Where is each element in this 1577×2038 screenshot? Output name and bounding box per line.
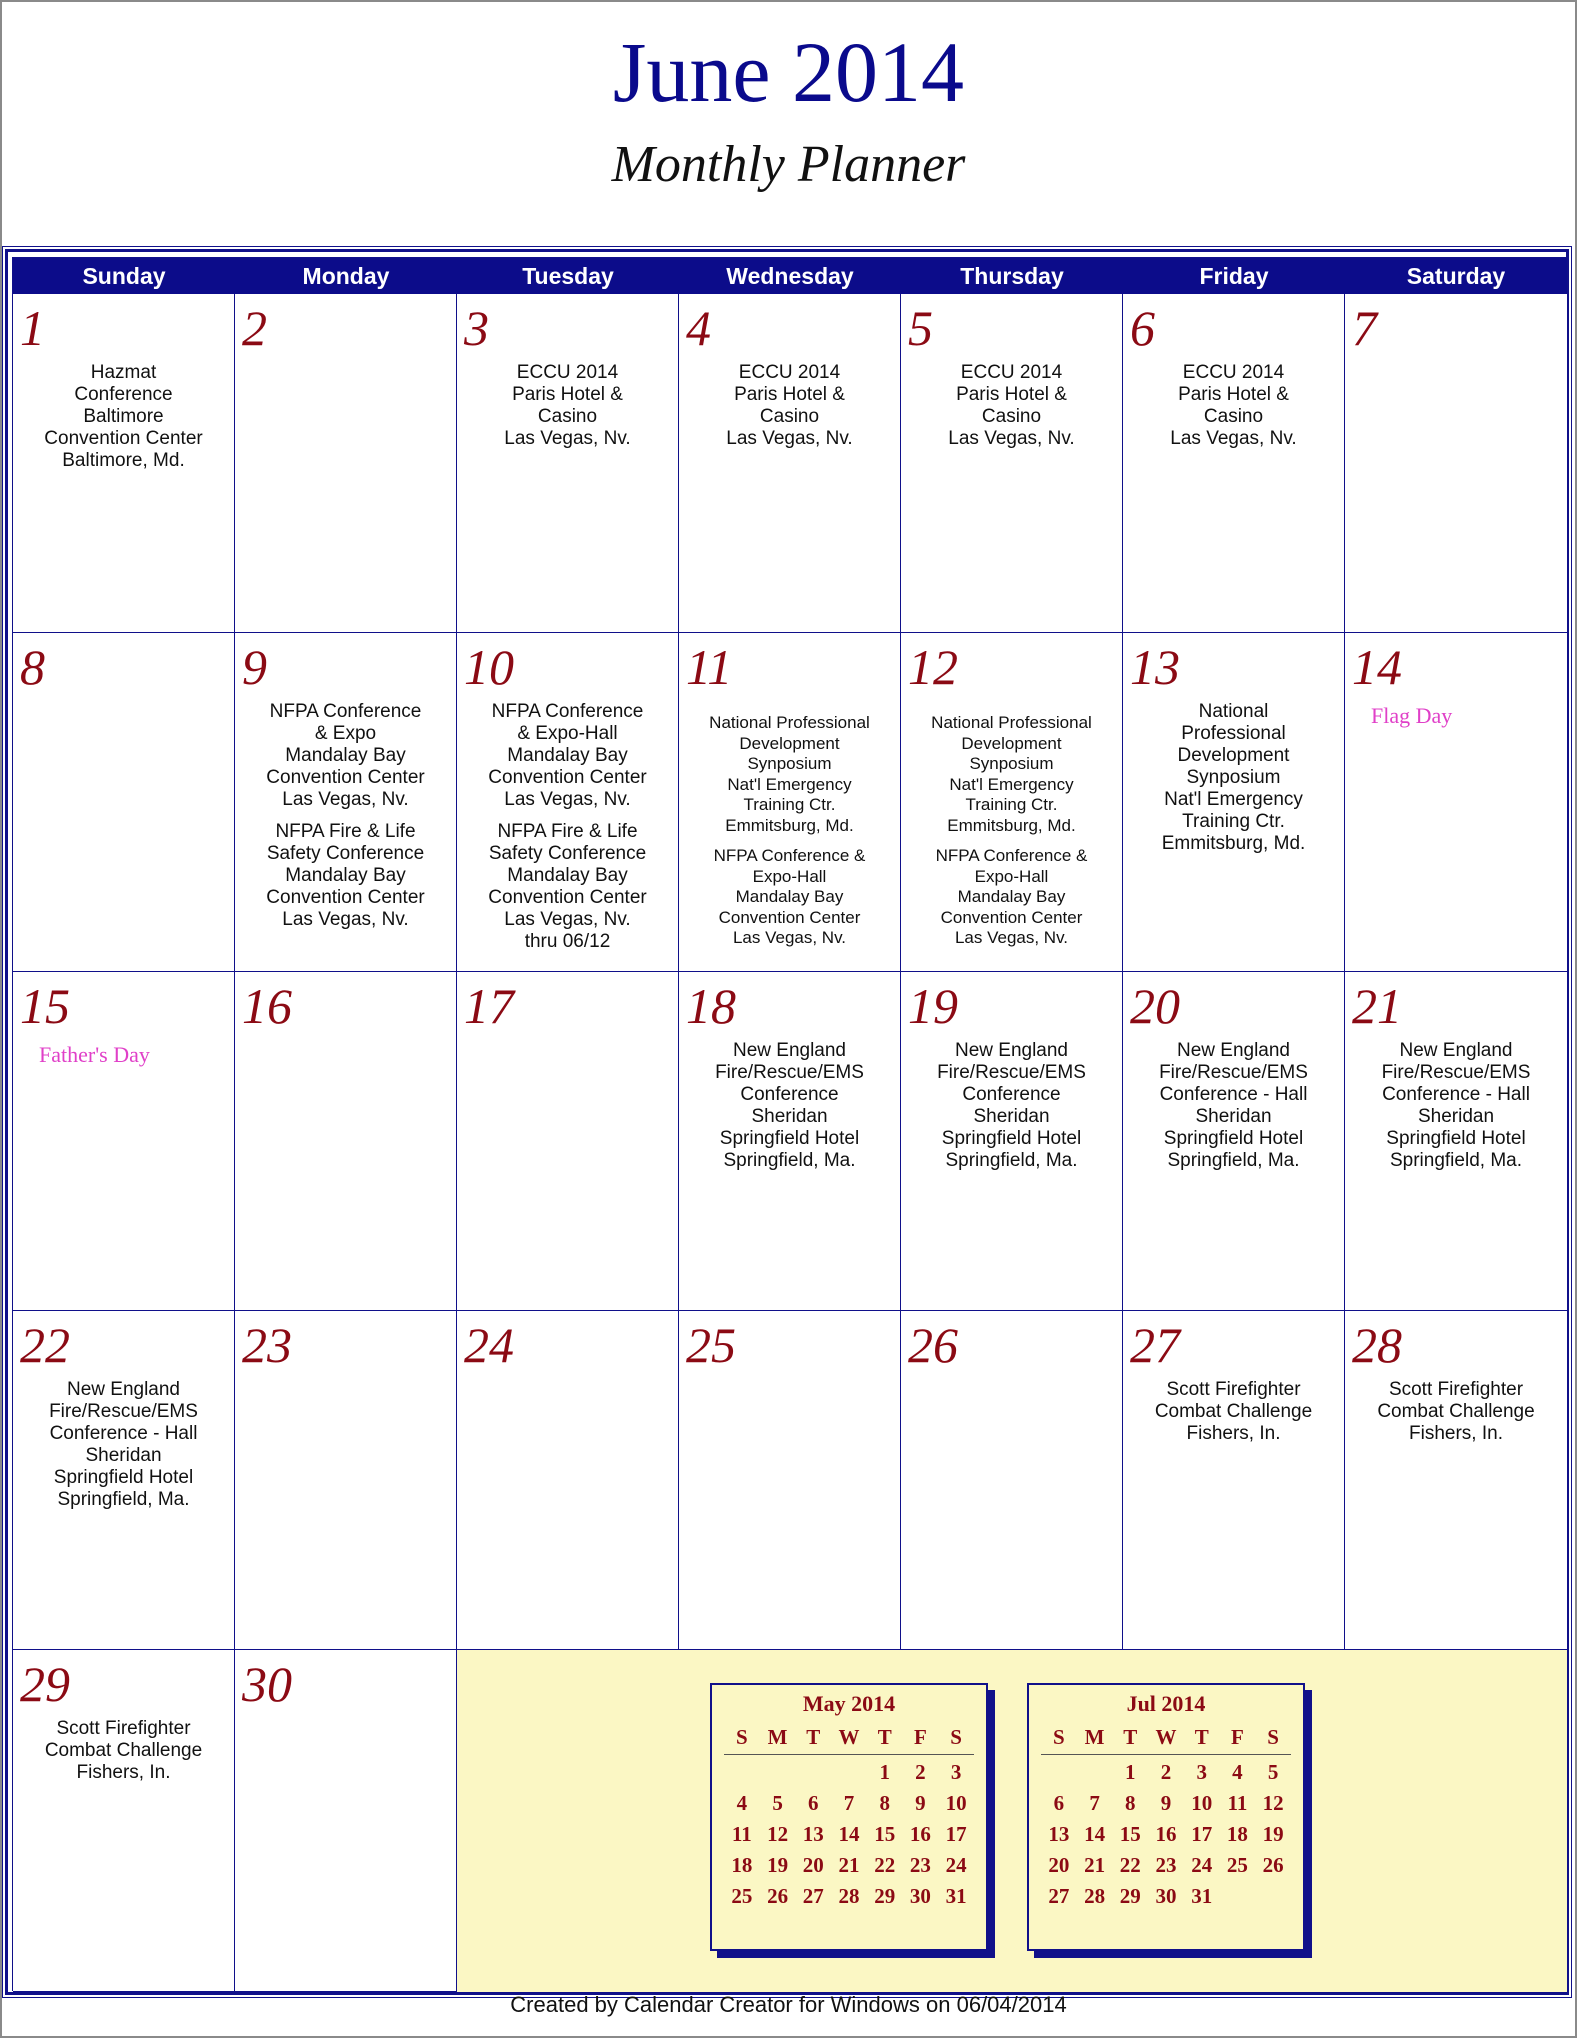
event-list bbox=[1123, 1040, 1344, 1182]
day-cell[interactable] bbox=[1345, 972, 1567, 1311]
mini-weekday-header: S bbox=[736, 1725, 748, 1749]
mini-day[interactable]: 9 bbox=[915, 1791, 926, 1815]
mini-weekday-header: S bbox=[950, 1725, 962, 1749]
event-list bbox=[679, 713, 900, 959]
day-number: 9 bbox=[242, 639, 267, 695]
mini-day[interactable]: 5 bbox=[772, 1791, 783, 1815]
event-entry[interactable]: ECCU 2014 Paris Hotel & Casino Las Vegas, Nv. bbox=[504, 362, 631, 449]
mini-day bbox=[1255, 1881, 1291, 1912]
mini-day[interactable]: 24 bbox=[1191, 1853, 1213, 1877]
mini-day bbox=[795, 1757, 831, 1788]
event-entry[interactable]: ECCU 2014 Paris Hotel & Casino Las Vegas, Nv. bbox=[726, 362, 853, 449]
mini-day[interactable]: 22 bbox=[874, 1853, 896, 1877]
mini-day[interactable]: 14 bbox=[1084, 1822, 1106, 1846]
calendar-grid bbox=[12, 257, 1566, 1991]
mini-day bbox=[1220, 1881, 1256, 1912]
day-number: 3 bbox=[464, 300, 489, 356]
mini-day[interactable]: 30 bbox=[909, 1884, 931, 1908]
day-number: 10 bbox=[464, 639, 514, 695]
weekday-header: Monday bbox=[235, 258, 457, 294]
mini-day[interactable]: 4 bbox=[1232, 1760, 1243, 1784]
day-number: 29 bbox=[20, 1656, 70, 1712]
day-number: 21 bbox=[1352, 978, 1402, 1034]
day-cell[interactable] bbox=[679, 294, 901, 633]
mini-day[interactable]: 21 bbox=[1084, 1853, 1106, 1877]
mini-day[interactable]: 29 bbox=[874, 1884, 896, 1908]
mini-day[interactable]: 25 bbox=[1226, 1853, 1248, 1877]
day-number: 11 bbox=[686, 639, 733, 695]
mini-day[interactable]: 28 bbox=[1084, 1884, 1106, 1908]
mini-calendar-grid bbox=[1041, 1723, 1291, 1912]
mini-day[interactable]: 30 bbox=[1155, 1884, 1177, 1908]
event-entry[interactable]: NFPA Conference & Expo-Hall Mandalay Bay Convention Center Las Vegas, Nv. bbox=[713, 846, 866, 947]
event-list bbox=[457, 701, 678, 963]
day-number: 30 bbox=[242, 1656, 292, 1712]
day-number: 20 bbox=[1130, 978, 1180, 1034]
mini-day[interactable]: 8 bbox=[879, 1791, 890, 1815]
mini-day[interactable]: 3 bbox=[950, 1760, 962, 1784]
mini-day[interactable]: 22 bbox=[1119, 1853, 1141, 1877]
mini-weekday-header: F bbox=[1231, 1725, 1244, 1749]
mini-day[interactable]: 1 bbox=[879, 1760, 890, 1784]
event-entry[interactable]: National Professional Development Synposium Nat'l Emergency Training Ctr. Emmitsburg, Md. bbox=[931, 713, 1092, 835]
mini-weekday-header: F bbox=[914, 1725, 927, 1749]
mini-day[interactable]: 7 bbox=[843, 1791, 855, 1815]
mini-calendar-title: Jul 2014 bbox=[1126, 1691, 1206, 1716]
day-cell[interactable] bbox=[679, 972, 901, 1311]
mini-calendar-title: May 2014 bbox=[802, 1691, 896, 1716]
event-list bbox=[1123, 362, 1344, 460]
mini-weekday-header: M bbox=[1084, 1725, 1105, 1749]
event-list bbox=[1123, 701, 1344, 865]
day-cell[interactable] bbox=[1123, 633, 1345, 972]
event-entry[interactable]: Hazmat Conference Baltimore Convention Center Baltimore, Md. bbox=[44, 362, 203, 471]
mini-calendars-area bbox=[457, 1650, 1567, 1992]
mini-day[interactable]: 31 bbox=[1191, 1884, 1213, 1908]
mini-weekday-header: W bbox=[838, 1725, 860, 1749]
day-number: 1 bbox=[20, 300, 45, 356]
mini-weekday-header: T bbox=[1123, 1725, 1138, 1749]
mini-day[interactable]: 25 bbox=[731, 1884, 753, 1908]
mini-day[interactable]: 13 bbox=[1048, 1822, 1070, 1846]
mini-calendar-prev-month[interactable] bbox=[710, 1683, 988, 1951]
weekday-header: Wednesday bbox=[679, 258, 901, 294]
day-cell[interactable] bbox=[13, 294, 235, 633]
day-cell[interactable] bbox=[457, 972, 679, 1311]
day-cell[interactable] bbox=[13, 1650, 235, 1992]
weekday-header: Saturday bbox=[1345, 258, 1567, 294]
mini-day[interactable]: 19 bbox=[1262, 1822, 1284, 1846]
footer-credit: Created by Calendar Creator for Windows on 06/04/2014 bbox=[510, 1992, 1067, 2017]
event-entry[interactable]: ECCU 2014 Paris Hotel & Casino Las Vegas, Nv. bbox=[948, 362, 1075, 449]
day-number: 2 bbox=[242, 300, 267, 356]
day-number: 12 bbox=[908, 639, 958, 695]
event-entry[interactable]: New England Fire/Rescue/EMS Conference - Hall Sheridan Springfield Hotel Springfield, Ma. bbox=[49, 1379, 198, 1510]
day-number: 26 bbox=[908, 1317, 958, 1373]
day-number: 27 bbox=[1130, 1317, 1180, 1373]
mini-day[interactable]: 4 bbox=[736, 1791, 748, 1815]
day-cell[interactable] bbox=[679, 633, 901, 972]
page-subtitle: Monthly Planner bbox=[611, 136, 966, 193]
mini-day[interactable]: 17 bbox=[945, 1822, 967, 1846]
mini-day[interactable]: 12 bbox=[767, 1822, 789, 1846]
mini-day[interactable]: 26 bbox=[767, 1884, 789, 1908]
weekday-header: Sunday bbox=[13, 258, 235, 294]
weekday-header: Thursday bbox=[901, 258, 1123, 294]
event-list bbox=[901, 362, 1122, 460]
day-cell[interactable] bbox=[1345, 294, 1567, 633]
event-list bbox=[1345, 1379, 1567, 1455]
mini-day bbox=[724, 1757, 760, 1788]
day-cell[interactable] bbox=[13, 972, 235, 1311]
mini-day[interactable]: 6 bbox=[808, 1791, 819, 1815]
day-cell[interactable] bbox=[13, 633, 235, 972]
day-cell[interactable] bbox=[1123, 1311, 1345, 1650]
holiday-label: Father's Day bbox=[39, 1042, 150, 1067]
event-entry[interactable]: NFPA Conference & Expo-Hall Mandalay Bay Convention Center Las Vegas, Nv. bbox=[488, 701, 647, 810]
mini-day[interactable]: 26 bbox=[1262, 1853, 1284, 1877]
mini-day[interactable]: 15 bbox=[1119, 1822, 1141, 1846]
day-cell[interactable] bbox=[235, 633, 457, 972]
mini-calendar-next-month[interactable] bbox=[1027, 1683, 1305, 1951]
mini-day bbox=[831, 1757, 867, 1788]
mini-weekday-header: S bbox=[1053, 1725, 1065, 1749]
event-entry[interactable]: Scott Firefighter Combat Challenge Fishers, In. bbox=[44, 1718, 203, 1783]
mini-day[interactable]: 8 bbox=[1125, 1791, 1136, 1815]
holiday-label: Flag Day bbox=[1371, 703, 1453, 728]
mini-day[interactable]: 21 bbox=[838, 1853, 860, 1877]
mini-weekday-header: T bbox=[877, 1725, 892, 1749]
day-cell[interactable] bbox=[679, 1311, 901, 1650]
mini-day[interactable]: 10 bbox=[1191, 1791, 1213, 1815]
mini-day[interactable]: 18 bbox=[1226, 1822, 1248, 1846]
event-entry[interactable]: NFPA Fire & Life Safety Conference Mandalay Bay Convention Center Las Vegas, Nv. bbox=[266, 821, 425, 930]
day-cell[interactable] bbox=[1123, 294, 1345, 633]
mini-weekday-header: T bbox=[1194, 1725, 1209, 1749]
day-number: 17 bbox=[464, 978, 514, 1034]
day-cell[interactable] bbox=[901, 294, 1123, 633]
day-cell[interactable] bbox=[901, 633, 1123, 972]
mini-day[interactable]: 19 bbox=[767, 1853, 789, 1877]
day-number: 22 bbox=[20, 1317, 70, 1373]
mini-day bbox=[760, 1757, 796, 1788]
day-number: 13 bbox=[1130, 639, 1180, 695]
day-number: 5 bbox=[908, 300, 933, 356]
event-entry[interactable]: New England Fire/Rescue/EMS Conference Sheridan Springfield Hotel Springfield, Ma. bbox=[715, 1040, 864, 1171]
day-cell[interactable] bbox=[235, 1311, 457, 1650]
mini-day[interactable]: 6 bbox=[1053, 1791, 1065, 1815]
event-entry[interactable]: National Professional Development Synposium Nat'l Emergency Training Ctr. Emmitsburg, Md. bbox=[709, 713, 870, 835]
day-cell[interactable] bbox=[1123, 972, 1345, 1311]
mini-day[interactable]: 14 bbox=[838, 1822, 860, 1846]
event-list bbox=[1123, 1379, 1344, 1455]
mini-day[interactable]: 23 bbox=[1155, 1853, 1177, 1877]
event-list bbox=[901, 713, 1122, 959]
event-list bbox=[679, 1040, 900, 1182]
event-list bbox=[13, 362, 234, 482]
event-entry[interactable]: Scott Firefighter Combat Challenge Fishers, In. bbox=[1377, 1379, 1535, 1444]
mini-day[interactable]: 20 bbox=[1048, 1853, 1070, 1877]
mini-day[interactable]: 1 bbox=[1125, 1760, 1136, 1784]
mini-day[interactable]: 5 bbox=[1267, 1760, 1279, 1784]
event-entry[interactable]: ECCU 2014 Paris Hotel & Casino Las Vegas, Nv. bbox=[1170, 362, 1297, 449]
day-number: 19 bbox=[908, 978, 958, 1034]
mini-day[interactable]: 28 bbox=[838, 1884, 860, 1908]
event-entry[interactable]: NFPA Fire & Life Safety Conference Mandalay Bay Convention Center Las Vegas, Nv. thru 06/12 bbox=[488, 821, 647, 952]
mini-day[interactable]: 29 bbox=[1119, 1884, 1141, 1908]
event-entry[interactable]: New England Fire/Rescue/EMS Conference Sheridan Springfield Hotel Springfield, Ma. bbox=[937, 1040, 1086, 1171]
day-cell[interactable] bbox=[457, 1311, 679, 1650]
event-entry[interactable]: NFPA Conference & Expo-Hall Mandalay Bay Convention Center Las Vegas, Nv. bbox=[935, 846, 1088, 947]
event-list bbox=[679, 362, 900, 460]
day-cell[interactable] bbox=[901, 1311, 1123, 1650]
event-entry[interactable]: National Professional Development Synposium Nat'l Emergency Training Ctr. Emmitsburg, Md. bbox=[1161, 701, 1306, 854]
mini-day[interactable]: 7 bbox=[1089, 1791, 1100, 1815]
mini-day[interactable]: 31 bbox=[945, 1884, 967, 1908]
mini-weekday-header: S bbox=[1267, 1725, 1279, 1749]
day-number: 15 bbox=[20, 978, 70, 1034]
mini-day[interactable]: 11 bbox=[731, 1822, 752, 1846]
mini-day[interactable]: 27 bbox=[802, 1884, 824, 1908]
event-list bbox=[235, 701, 456, 941]
event-list bbox=[1345, 1040, 1567, 1182]
event-entry[interactable]: New England Fire/Rescue/EMS Conference - Hall Sheridan Springfield Hotel Springfield, Ma. bbox=[1381, 1040, 1531, 1171]
mini-day[interactable]: 18 bbox=[731, 1853, 753, 1877]
mini-weekday-header: T bbox=[806, 1725, 821, 1749]
day-cell[interactable] bbox=[235, 294, 457, 633]
mini-day[interactable]: 15 bbox=[874, 1822, 896, 1846]
weekday-header: Tuesday bbox=[457, 258, 679, 294]
day-number: 23 bbox=[242, 1317, 292, 1373]
day-cell[interactable] bbox=[1345, 1311, 1567, 1650]
day-number: 7 bbox=[1352, 300, 1377, 356]
day-cell[interactable] bbox=[457, 633, 679, 972]
day-cell[interactable] bbox=[235, 972, 457, 1311]
day-cell[interactable] bbox=[901, 972, 1123, 1311]
day-number: 28 bbox=[1352, 1317, 1402, 1373]
day-number: 18 bbox=[686, 978, 736, 1034]
event-list bbox=[457, 362, 678, 460]
event-entry[interactable]: New England Fire/Rescue/EMS Conference - Hall Sheridan Springfield Hotel Springfield, Ma. bbox=[1159, 1040, 1308, 1171]
day-cell[interactable] bbox=[13, 1311, 235, 1650]
mini-day[interactable]: 16 bbox=[1155, 1822, 1177, 1846]
mini-day[interactable]: 24 bbox=[945, 1853, 967, 1877]
event-list bbox=[901, 1040, 1122, 1182]
day-cell[interactable] bbox=[1345, 633, 1567, 972]
mini-day[interactable]: 20 bbox=[802, 1853, 824, 1877]
day-cell[interactable] bbox=[235, 1650, 457, 1992]
mini-day[interactable]: 23 bbox=[909, 1853, 931, 1877]
day-number: 4 bbox=[686, 300, 711, 356]
mini-day[interactable]: 13 bbox=[802, 1822, 824, 1846]
page-title: June 2014 bbox=[612, 24, 965, 120]
mini-day[interactable]: 27 bbox=[1048, 1884, 1070, 1908]
mini-weekday-header: W bbox=[1155, 1725, 1177, 1749]
mini-day[interactable]: 2 bbox=[915, 1760, 926, 1784]
event-list bbox=[13, 1718, 234, 1794]
mini-day[interactable]: 2 bbox=[1160, 1760, 1172, 1784]
mini-day[interactable]: 3 bbox=[1196, 1760, 1207, 1784]
mini-day bbox=[1077, 1757, 1113, 1788]
day-number: 6 bbox=[1130, 300, 1155, 356]
mini-day[interactable]: 17 bbox=[1191, 1822, 1213, 1846]
day-number: 16 bbox=[242, 978, 292, 1034]
event-entry[interactable]: NFPA Conference & Expo Mandalay Bay Convention Center Las Vegas, Nv. bbox=[266, 701, 425, 810]
mini-day[interactable]: 9 bbox=[1160, 1791, 1172, 1815]
event-list bbox=[13, 1379, 234, 1521]
day-cell[interactable] bbox=[457, 294, 679, 633]
day-number: 8 bbox=[20, 639, 45, 695]
day-number: 14 bbox=[1352, 639, 1402, 695]
event-entry[interactable]: Scott Firefighter Combat Challenge Fishers, In. bbox=[1154, 1379, 1313, 1444]
day-number: 24 bbox=[464, 1317, 514, 1373]
day-number: 25 bbox=[686, 1317, 736, 1373]
mini-day bbox=[1041, 1757, 1077, 1788]
mini-day[interactable]: 16 bbox=[909, 1822, 931, 1846]
mini-day[interactable]: 10 bbox=[945, 1791, 967, 1815]
mini-day[interactable]: 12 bbox=[1262, 1791, 1284, 1815]
weekday-header: Friday bbox=[1123, 258, 1345, 294]
mini-day[interactable]: 11 bbox=[1227, 1791, 1248, 1815]
mini-weekday-header: M bbox=[767, 1725, 788, 1749]
mini-calendar-grid bbox=[724, 1723, 974, 1912]
